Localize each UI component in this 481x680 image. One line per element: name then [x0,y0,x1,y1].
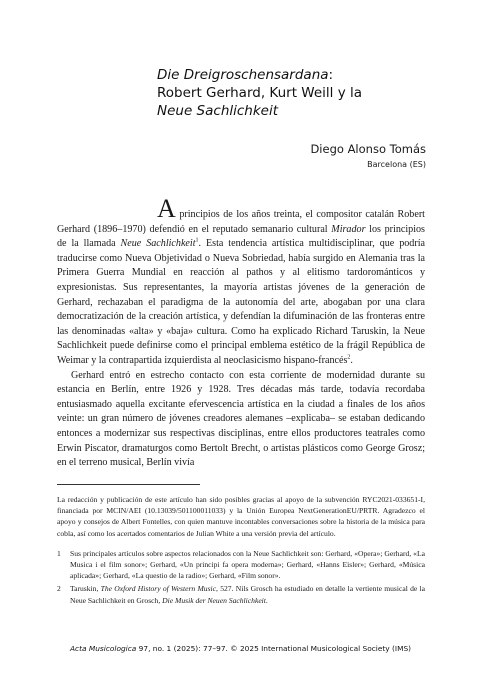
footnote-separator [57,484,200,485]
author-block [310,142,426,172]
footnote-number: 2 [57,584,61,594]
footnote-text: Sus principales artículos sobre aspectos relacionados con la Neue Sachlichkeit son: Gerhard, «Opera»; Gerhard, «La Musica i el film sonor»; Gerhard, «Un principi fa opera moderna»; Gerhard, «Hanns Eisler»; Gerhard, «Música aplicada»; Gerhard, «La questio de la radio»; Gerhard, «Film sonor». [70,548,425,581]
footnote-1 [57,548,425,582]
paragraph-2: Gerhard entró en estrecho contacto con esta corriente de modernidad durante su estancia en Berlín, entre 1926 y 1928. Tres décadas más tarde, todavía recordaba entusiasmado aquella excitante efervescencia artística en la ciudad a finales de los años veinte: un gran número de jóvenes creadores alemanes –explicaba– se estaban dedicando entonces a modernizar sus respectivas disciplinas, entre ellos productores teatrales como Erwin Piscator, dramaturgos como Bertolt Brecht, o artistas plásticos como George Grosz; en el terreno musical, Berlín vivía [57,369,425,469]
title-line-3: Neue Sachlichkeit [157,103,279,119]
footnote-number: 1 [57,548,61,558]
author-name: Diego Alonso Tomás [310,142,426,156]
footnote-2 [57,583,425,605]
title-line-1: Die Dreigroschensardana: [157,67,334,83]
footnote-text: Taruskin, The Oxford History of Western Music, 527. Nils Grosch ha estudiado en detalle la vertiente musical de la Neue Sachlichkeit en Grosch, Die Musik der Neuen Sachlichkeit. [70,584,426,605]
citation-details: 97, no. 1 (2025): 77–97. © 2025 International Musicological Society (IMS) [136,644,412,653]
footnote-ref-2[interactable]: 2 [347,354,351,361]
acknowledgment-note: La redacción y publicación de este artículo han sido posibles gracias al apoyo de la subvención RYC2021-033651-I, financiada por MCIN/AEI (10.13039/501100011033) y la Unión Europea NextGenerationEU/PRTR. Agradezco el apoyo y consejos de Albert Fontelles, con quien mantuve incontables conversaciones sobre la historia de la música para cobla, así como los acertados comentarios de Julian White a una versión previa del artículo. [57,495,425,538]
journal-name: Acta Musicologica [69,644,137,653]
author-affiliation: Barcelona (ES) [367,160,426,169]
article-body [57,194,425,471]
footnote-ref-1[interactable]: 1 [195,237,199,244]
title-main: Die Dreigroschensardana [157,67,329,83]
drop-cap: A [157,194,176,223]
page-footer [0,644,481,654]
article-title [157,66,457,120]
title-line-2: Robert Gerhard, Kurt Weill y la [157,85,362,101]
paragraph-1: A principios de los años treinta, el compositor catalán Robert Gerhard (1896–1970) defendió en el reputado semanario cultural Mirador los principios de la llamada Neue Sachlichkeit$^1$. Esta tendencia artística multidisciplinar, que podría traducirse como Nueva Objetividad o Nueva Sobriedad, había surgido en Alemania tras la Primera Guerra Mundial en reacción al pathos y al elitismo tardorománticos y expresionistas. Sus representantes, la mayoría artistas jóvenes de la generación de Gerhard, rechazaban el paradigma de la autonomía del arte, abogaban por una clara democratización de la creación artística, y defendían la difuminación de las fronteras entre las denominadas «alta» y «baja» cultura. Como ha explicado Richard Taruskin, la Neue Sachlichkeit puede definirse como el principal emblema estético de la frágil República de Weimar y la contrapartida izquierdista al neoclasicismo hispano-francés$^2$. [57,194,425,366]
footnotes [57,494,425,606]
